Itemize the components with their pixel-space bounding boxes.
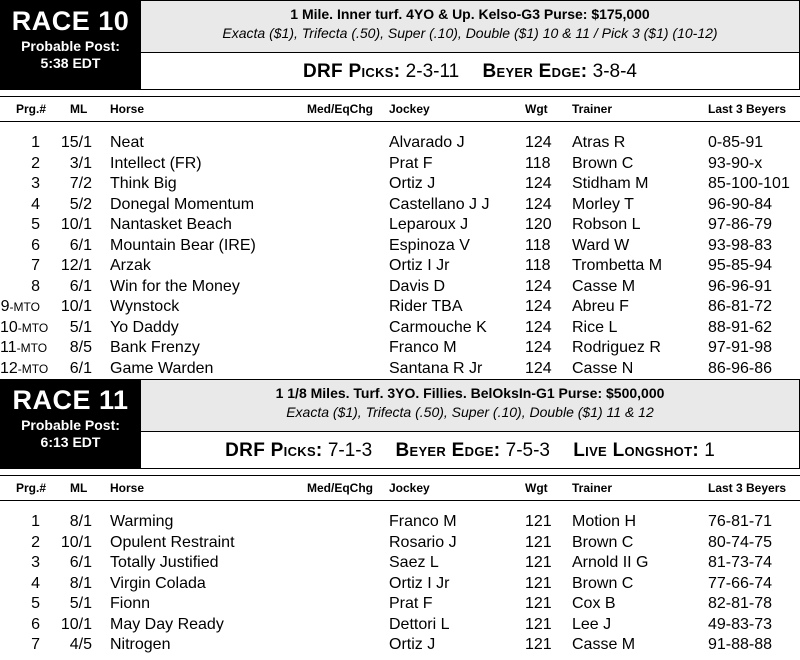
table-row: [0, 154, 800, 175]
last-3-beyers: 82-81-78: [708, 595, 773, 612]
morning-line-odds: 6/1: [69, 359, 92, 377]
last-3-beyers: 91-88-88: [708, 636, 773, 653]
table-row: [0, 236, 800, 257]
last-3-beyers: 86-96-86: [708, 359, 773, 377]
table-row: [0, 615, 800, 636]
col-wgt: Wgt: [525, 481, 548, 495]
program-number-value: 7: [31, 257, 40, 274]
col-med: Med/EqChg: [307, 102, 373, 116]
weight: 124: [525, 277, 552, 295]
program-number-value: 12: [0, 359, 18, 377]
jockey-name: Prat F: [389, 595, 433, 612]
program-number: [0, 615, 40, 636]
morning-line-odds: 6/1: [69, 554, 92, 571]
jockey-name: Santana R Jr: [389, 359, 483, 377]
morning-line-odds: 10/1: [60, 533, 92, 551]
last-3-beyers: 77-66-74: [708, 574, 773, 592]
col-wgt: Wgt: [525, 102, 548, 116]
weight: 120: [525, 216, 552, 233]
jockey-name: Saez L: [389, 554, 439, 571]
morning-line-odds: 10/1: [60, 298, 92, 315]
table-row: [0, 297, 800, 318]
weight: 121: [525, 554, 552, 571]
trainer-name: Rodriguez R: [572, 339, 661, 356]
morning-line-odds: 3/1: [69, 154, 92, 172]
horse-name: Donegal Momentum: [110, 195, 255, 213]
horse-name: Yo Daddy: [110, 318, 179, 336]
table-row: [0, 635, 800, 656]
morning-line-odds: 8/1: [69, 513, 92, 530]
weight: 121: [525, 595, 552, 612]
jockey-name: Carmouche K: [389, 318, 487, 336]
race-name: RACE 10: [11, 6, 130, 36]
race-title-box: [0, 379, 141, 469]
table-row: [0, 174, 800, 195]
jockey-name: Davis D: [389, 277, 446, 295]
race-header: [0, 0, 800, 90]
last-3-beyers: 96-96-91: [708, 277, 773, 295]
program-number-value: 7: [31, 636, 40, 653]
race-wagers: Exacta ($1), Trifecta (.50), Super (.10), Double ($1) 11 & 12: [286, 404, 654, 420]
horse-name: Game Warden: [110, 359, 214, 377]
program-number: [0, 635, 40, 656]
program-number: [0, 533, 40, 554]
program-number-value: 5: [31, 595, 40, 612]
last-3-beyers: 88-91-62: [708, 318, 773, 336]
trainer-name: Ward W: [572, 236, 630, 254]
horse-name: Neat: [110, 134, 144, 151]
col-beyers: Last 3 Beyers: [708, 481, 787, 495]
program-number-value: 3: [31, 175, 40, 192]
jockey-name: Rosario J: [389, 533, 457, 551]
table-row: [0, 512, 800, 533]
morning-line-odds: 5/2: [69, 195, 92, 213]
col-jockey: Jockey: [389, 102, 430, 116]
table-row: [0, 359, 800, 380]
weight: 121: [525, 574, 552, 592]
table-row: [0, 533, 800, 554]
jockey-name: Franco M: [389, 339, 457, 356]
race-wagers: Exacta ($1), Trifecta (.50), Super (.10), Double ($1) 10 & 11 / Pick 3 ($1) (10-12): [222, 25, 718, 41]
weight: 121: [525, 636, 552, 653]
post-time: 6:13 EDT: [40, 434, 101, 450]
horse-name: Opulent Restraint: [110, 533, 235, 551]
program-number: [0, 512, 40, 533]
program-number-value: 1: [31, 513, 40, 530]
table-row: [0, 553, 800, 574]
trainer-name: Cox B: [572, 595, 616, 612]
mto-flag: -MTO: [17, 320, 49, 335]
morning-line-odds: 8/1: [69, 574, 92, 592]
jockey-name: Franco M: [389, 513, 457, 530]
horse-name: Warming: [110, 513, 174, 530]
table-row: [0, 256, 800, 277]
jockey-name: Ortiz I Jr: [389, 574, 450, 592]
weight: 118: [525, 257, 551, 274]
program-number: [0, 133, 40, 154]
trainer-name: Lee J: [572, 615, 612, 633]
trainer-name: Casse N: [572, 359, 634, 377]
jockey-name: Ortiz J: [389, 636, 436, 653]
jockey-name: Ortiz J: [389, 175, 436, 192]
program-number-value: 4: [31, 195, 40, 213]
live-longshot-label: Live Longshot:: [573, 440, 699, 461]
program-number: [0, 594, 40, 615]
program-number-value: 3: [31, 554, 40, 571]
weight: 121: [525, 533, 552, 551]
last-3-beyers: 85-100-101: [708, 175, 790, 192]
morning-line-odds: 6/1: [69, 277, 92, 295]
col-beyers: Last 3 Beyers: [708, 102, 787, 116]
program-number: [0, 574, 40, 595]
program-number-value: 9: [0, 298, 10, 315]
mto-flag: -MTO: [9, 300, 40, 314]
beyer-edge-label: Beyer Edge:: [482, 61, 588, 82]
col-jockey: Jockey: [389, 481, 430, 495]
horse-name: Wynstock: [110, 298, 180, 315]
drf-picks-value: 7-1-3: [327, 440, 373, 461]
weight: 124: [525, 134, 552, 151]
program-number: [0, 195, 40, 216]
last-3-beyers: 97-91-98: [708, 339, 773, 356]
last-3-beyers: 93-90-x: [708, 154, 763, 172]
col-med: Med/EqChg: [307, 481, 373, 495]
race-header: [0, 379, 800, 469]
jockey-name: Espinoza V: [389, 236, 470, 254]
col-trainer: Trainer: [572, 481, 613, 495]
table-row: [0, 133, 800, 154]
program-number: [0, 359, 49, 380]
horse-name: Mountain Bear (IRE): [110, 236, 256, 254]
last-3-beyers: 80-74-75: [708, 533, 773, 551]
post-time: 5:38 EDT: [40, 55, 101, 71]
col-trainer: Trainer: [572, 102, 613, 116]
race-conditions: 1 1/8 Miles. Turf. 3YO. Fillies. BelOksIn-G1 Purse: $500,000: [275, 385, 665, 401]
horse-name: Nantasket Beach: [110, 216, 232, 233]
horse-name: Intellect (FR): [110, 154, 202, 172]
weight: 121: [525, 615, 552, 633]
col-horse: Horse: [110, 102, 145, 116]
program-number: [0, 215, 40, 236]
col-prg: Prg.#: [16, 102, 47, 116]
jockey-name: Rider TBA: [389, 298, 463, 315]
table-row: [0, 338, 800, 359]
weight: 124: [525, 195, 552, 213]
horse-name: May Day Ready: [110, 615, 224, 633]
trainer-name: Casse M: [572, 636, 636, 653]
morning-line-odds: 5/1: [69, 318, 92, 336]
table-row: [0, 318, 800, 339]
horse-name: Bank Frenzy: [110, 339, 200, 356]
trainer-name: Brown C: [572, 533, 634, 551]
weight: 124: [525, 298, 552, 315]
race-info-box: [141, 379, 800, 432]
trainer-name: Robson L: [572, 216, 641, 233]
program-number-value: 2: [31, 533, 40, 551]
program-number: [0, 553, 40, 574]
picks-bar: [141, 53, 800, 90]
entries-table-header: [0, 475, 800, 501]
entries-table-body: [0, 133, 800, 379]
morning-line-odds: 8/5: [69, 339, 92, 356]
jockey-name: Prat F: [389, 154, 433, 172]
col-ml: ML: [70, 102, 88, 116]
horse-name: Arzak: [110, 257, 151, 274]
last-3-beyers: 0-85-91: [708, 134, 764, 151]
probable-post-label: Probable Post:: [21, 417, 120, 433]
horse-name: Nitrogen: [110, 636, 171, 653]
probable-post-label: Probable Post:: [21, 38, 120, 54]
trainer-name: Brown C: [572, 574, 634, 592]
race-conditions: 1 Mile. Inner turf. 4YO & Up. Kelso-G3 Purse: $175,000: [290, 6, 650, 22]
table-row: [0, 594, 800, 615]
race-info-box: [141, 0, 800, 53]
race-name: RACE 11: [12, 385, 129, 415]
drf-picks-value: 2-3-11: [405, 61, 460, 82]
weight: 124: [525, 339, 552, 356]
jockey-name: Alvarado J: [389, 134, 465, 151]
trainer-name: Atras R: [572, 134, 626, 151]
last-3-beyers: 97-86-79: [708, 216, 773, 233]
drf-picks-label: DRF Picks:: [303, 61, 401, 82]
program-number: [0, 277, 40, 298]
trainer-name: Arnold II G: [572, 554, 649, 571]
last-3-beyers: 95-85-94: [708, 257, 773, 274]
program-number-value: 10: [0, 318, 18, 336]
beyer-edge-label: Beyer Edge:: [395, 440, 501, 461]
program-number: [0, 236, 40, 257]
trainer-name: Abreu F: [572, 298, 629, 315]
morning-line-odds: 6/1: [69, 236, 92, 254]
program-number: [0, 297, 40, 318]
program-number-value: 4: [31, 574, 40, 592]
program-number-value: 11: [0, 339, 17, 356]
col-prg: Prg.#: [16, 481, 47, 495]
trainer-name: Motion H: [572, 513, 637, 530]
morning-line-odds: 5/1: [69, 595, 92, 612]
weight: 118: [525, 154, 551, 172]
jockey-name: Castellano J J: [389, 195, 490, 213]
horse-name: Win for the Money: [110, 277, 240, 295]
program-number: [0, 318, 49, 339]
live-longshot-value: 1: [704, 440, 715, 461]
program-number-value: 8: [31, 277, 40, 295]
horse-name: Totally Justified: [110, 554, 219, 571]
program-number: [0, 174, 40, 195]
trainer-name: Trombetta M: [572, 257, 663, 274]
horse-name: Virgin Colada: [110, 574, 206, 592]
race-title-box: [0, 0, 141, 90]
morning-line-odds: 7/2: [69, 175, 92, 192]
mto-flag: -MTO: [17, 361, 49, 376]
trainer-name: Casse M: [572, 277, 636, 295]
morning-line-odds: 10/1: [60, 615, 92, 633]
trainer-name: Rice L: [572, 318, 618, 336]
program-number: [0, 154, 40, 175]
trainer-name: Brown C: [572, 154, 634, 172]
morning-line-odds: 10/1: [60, 216, 92, 233]
jockey-name: Dettori L: [389, 615, 450, 633]
mto-flag: -MTO: [16, 341, 48, 355]
last-3-beyers: 86-81-72: [708, 298, 773, 315]
weight: 124: [525, 175, 552, 192]
col-ml: ML: [70, 481, 88, 495]
entries-table-header: [0, 96, 800, 122]
morning-line-odds: 4/5: [69, 636, 92, 653]
horse-name: Fionn: [110, 595, 151, 612]
beyer-edge-value: 3-8-4: [592, 61, 637, 82]
program-number-value: 5: [31, 216, 40, 233]
morning-line-odds: 12/1: [60, 257, 92, 274]
table-row: [0, 195, 800, 216]
horse-name: Think Big: [110, 175, 177, 192]
weight: 121: [525, 513, 552, 530]
program-number-value: 6: [31, 615, 40, 633]
drf-picks-label: DRF Picks:: [225, 440, 323, 461]
program-number: [0, 256, 40, 277]
last-3-beyers: 76-81-71: [708, 513, 773, 530]
col-horse: Horse: [110, 481, 145, 495]
program-number-value: 2: [31, 154, 40, 172]
weight: 124: [525, 318, 552, 336]
weight: 124: [525, 359, 552, 377]
jockey-name: Leparoux J: [389, 216, 469, 233]
trainer-name: Stidham M: [572, 175, 649, 192]
beyer-edge-value: 7-5-3: [505, 440, 550, 461]
table-row: [0, 215, 800, 236]
trainer-name: Morley T: [572, 195, 634, 213]
weight: 118: [525, 236, 551, 254]
program-number: [0, 338, 48, 359]
race-11-section: [0, 379, 800, 653]
last-3-beyers: 49-83-73: [708, 615, 773, 633]
program-number-value: 6: [31, 236, 40, 254]
last-3-beyers: 93-98-83: [708, 236, 773, 254]
jockey-name: Ortiz I Jr: [389, 257, 450, 274]
entries-table-body: [0, 512, 800, 656]
last-3-beyers: 81-73-74: [708, 554, 773, 571]
picks-bar: [141, 432, 800, 469]
morning-line-odds: 15/1: [60, 134, 92, 151]
program-number-value: 1: [31, 134, 40, 151]
last-3-beyers: 96-90-84: [708, 195, 773, 213]
table-row: [0, 277, 800, 298]
table-row: [0, 574, 800, 595]
